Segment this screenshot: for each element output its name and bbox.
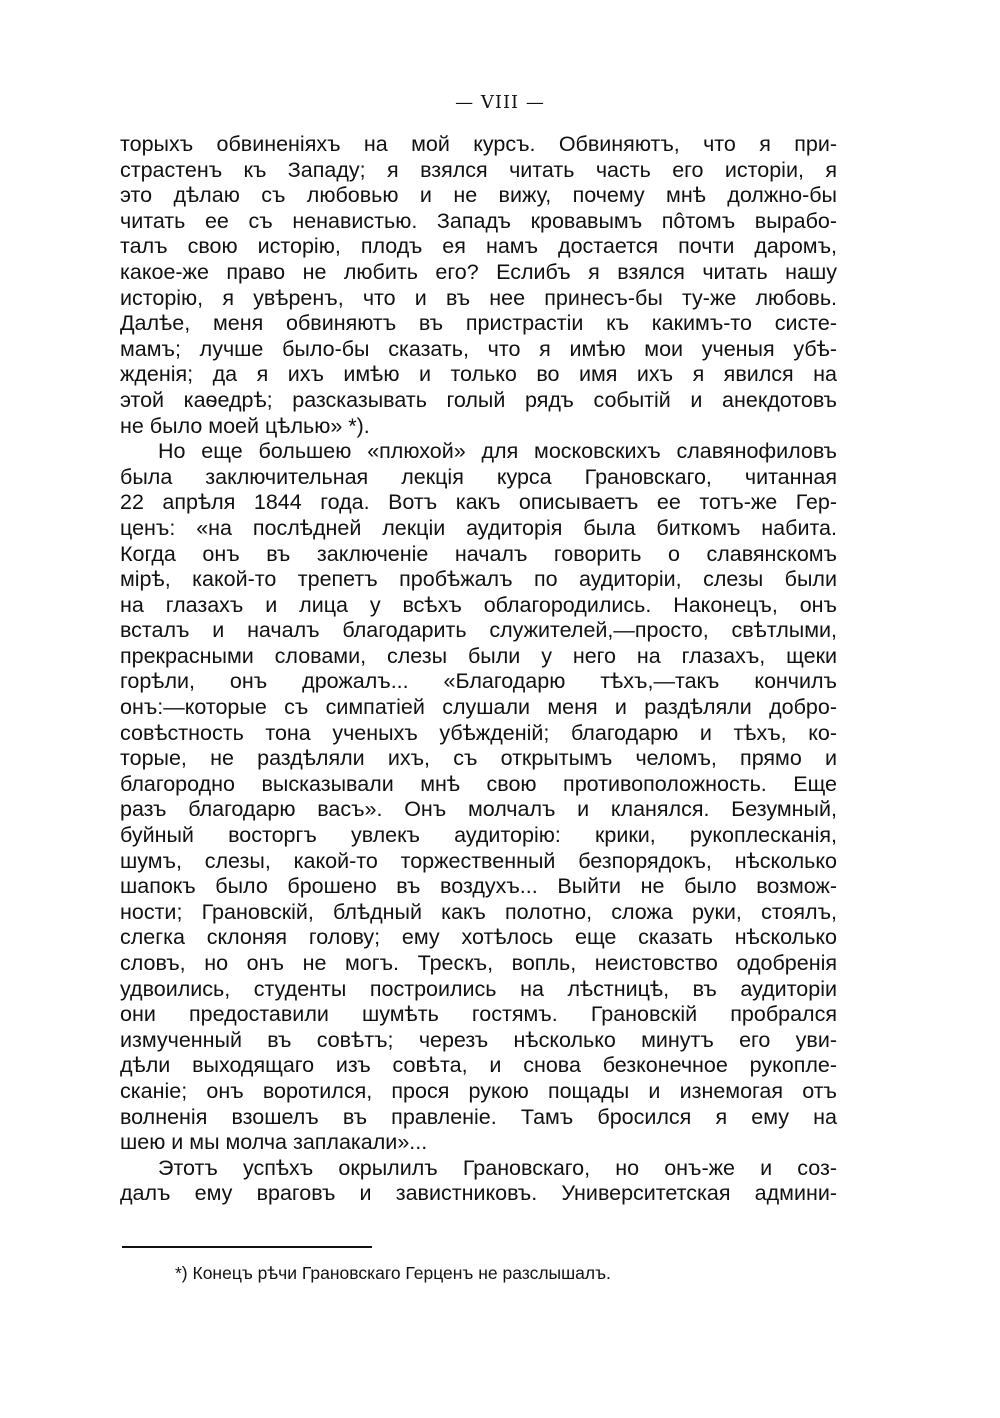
text-line: была заключительная лекція курса Грановскаго, читанная [120,464,837,489]
text-line: Когда онъ въ заключеніе началъ говорить о славянскомъ [120,541,837,566]
text-line: торые, не раздѣляли ихъ, съ открытымъ челомъ, прямо и [120,746,837,771]
text-line: словъ, но онъ не могъ. Трескъ, вопль, неистовство одобренія [120,951,837,975]
text-line: мамъ; лучше было-бы сказать, что я имѣю мои ученыя убѣ- [120,336,837,361]
text-line: далъ ему враговъ и завистниковъ. Университетская админи- [120,1181,837,1206]
text-line: на глазахъ и лица у всѣхъ облагородились. Наконецъ, онъ [120,592,837,617]
text-line: исторію, я увѣренъ, что и въ нее принесъ-бы ту-же любовь. [120,285,837,310]
text-line: буйный восторгъ увлекъ аудиторію: крики, рукоплесканія, [120,823,837,848]
text-line: шумъ, слезы, какой-то торжественный безпорядокъ, нѣсколько [120,848,837,873]
text-line: ности; Грановскій, блѣдный какъ полотно, сложа руки, стоялъ, [120,899,837,924]
text-line: волненія взошелъ въ правленіе. Тамъ бросился я ему на [120,1104,837,1129]
text-line: онъ:—которые съ симпатіей слушали меня и раздѣляли добро- [120,695,837,720]
text-line: страстенъ къ Западу; я взялся читать часть его исторіи, я [120,157,837,182]
text-line: 22 апрѣля 1844 года. Вотъ какъ описываетъ ее тотъ-же Гер- [120,490,837,515]
text-line: измученный въ совѣтъ; черезъ нѣсколько минутъ его уви- [120,1027,837,1052]
paragraph-first-line: Этотъ успѣхъ окрылилъ Грановскаго, но онъ-же и соз- [158,1155,837,1180]
text-line: торыхъ обвиненіяхъ на мой курсъ. Обвиняютъ, что я при- [120,132,837,156]
text-line: удвоились, студенты построились на лѣстницѣ, въ аудиторіи [120,976,837,1001]
footnote: *) Конецъ рѣчи Грановскаго Герценъ не разслышалъ. [175,1263,611,1283]
text-line: какое-же право не любить его? Еслибъ я взялся читать нашу [120,259,837,284]
text-line: шапокъ было брошено въ воздухъ... Выйти не было возмож- [120,874,837,899]
text-line: разъ благодарю васъ». Онъ молчалъ и кланялся. Безумный, [120,797,837,822]
text-line: не было моей цѣлью» *). [120,413,370,438]
text-line: жденія; да я ихъ имѣю и только во имя ихъ я явился на [120,362,837,387]
body-text [120,132,837,1207]
text-line: благородно высказывали мнѣ свою противоположность. Еще [120,771,837,796]
paragraph-first-line: Но еще большею «плюхой» для московскихъ славянофиловъ [158,439,837,464]
text-line: Далѣе, меня обвиняютъ въ пристрастіи къ какимъ-то систе- [120,311,837,336]
text-line: всталъ и началъ благодарить служителей,—просто, свѣтлыми, [120,618,837,643]
text-line: мірѣ, какой-то трепетъ пробѣжалъ по аудиторіи, слезы были [120,567,837,592]
text-line: шею и мы молча заплакали»... [120,1130,428,1155]
text-line: сканіе; онъ воротился, прося рукою пощады и изнемогая отъ [120,1078,837,1103]
text-line: талъ свою исторію, плодъ ея намъ достается почти даромъ, [120,234,837,259]
text-line: этой каѳедрѣ; разсказывать голый рядъ событій и анекдотовъ [120,387,837,412]
text-line: читать ее съ ненавистью. Западъ кровавымъ пôтомъ вырабо- [120,208,837,233]
text-line: они предоставили шумѣть гостямъ. Грановскій пробрался [120,1002,837,1027]
text-line: это дѣлаю съ любовью и не вижу, почему мнѣ должно-бы [120,183,837,208]
text-line: ценъ: «на послѣдней лекціи аудиторія была биткомъ набита. [120,515,837,540]
text-line: дѣли выходящаго изъ совѣта, и снова безконечное рукопле- [120,1053,837,1078]
footnote-divider [122,1246,372,1248]
page-number: — VIII — [455,92,545,113]
text-line: совѣстность тона ученыхъ убѣжденій; благодарю и тѣхъ, ко- [120,720,837,745]
text-line: горѣли, онъ дрожалъ... «Благодарю тѣхъ,—такъ кончилъ [120,669,837,694]
text-line: слегка склоняя голову; ему хотѣлось еще сказать нѣсколько [120,925,837,950]
text-line: прекрасными словами, слезы были у него на глазахъ, щеки [120,643,837,668]
